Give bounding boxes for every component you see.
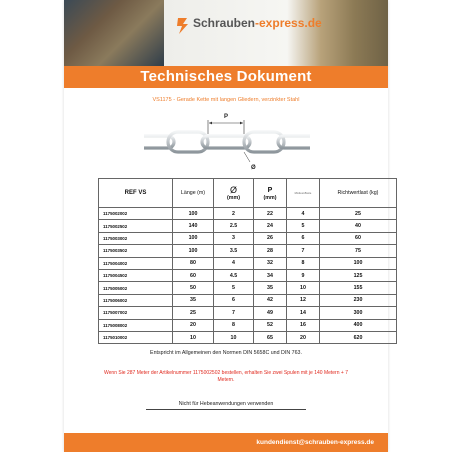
- cell-diameter: 2: [214, 208, 254, 220]
- table-row: [99, 307, 397, 319]
- table-row: [99, 294, 397, 306]
- cell-ref: 1175006002: [99, 294, 173, 306]
- arrow-right-icon: [240, 122, 243, 125]
- cell-pitch: 26: [254, 232, 287, 244]
- table-row: [99, 319, 397, 331]
- arrow-left-icon: [209, 122, 212, 125]
- pitch-label: P: [223, 114, 229, 120]
- cell-diameter: 10: [214, 331, 254, 343]
- cell-width: 4: [287, 208, 320, 220]
- logo-mark-icon: [176, 17, 190, 35]
- cell-pitch: 24: [254, 220, 287, 232]
- cell-width: 12: [287, 294, 320, 306]
- cell-load: 230: [320, 294, 397, 306]
- cell-pitch: 28: [254, 245, 287, 257]
- cell-pitch: 65: [254, 331, 287, 343]
- spec-table: [98, 178, 397, 344]
- table-row: [99, 245, 397, 257]
- cell-load: 400: [320, 319, 397, 331]
- table-row: [99, 208, 397, 220]
- cell-load: 75: [320, 245, 397, 257]
- diameter-leader: [244, 152, 250, 162]
- cell-width: 8: [287, 257, 320, 269]
- cell-diameter: 2.5: [214, 220, 254, 232]
- col-header-ref: REF VS: [99, 179, 173, 208]
- cell-load: 100: [320, 257, 397, 269]
- col-header-diameter: Ø (mm): [214, 179, 254, 208]
- cell-diameter: 8: [214, 319, 254, 331]
- document-page: [64, 0, 388, 452]
- cell-length: 100: [173, 208, 214, 220]
- cell-diameter: 4: [214, 257, 254, 269]
- cell-width: 9: [287, 269, 320, 281]
- col-header-length: Länge (m): [173, 179, 214, 208]
- cell-diameter: 4.5: [214, 269, 254, 281]
- cell-diameter: 3.5: [214, 245, 254, 257]
- company-logo: [176, 15, 322, 41]
- cell-length: 100: [173, 245, 214, 257]
- norm-note: Entspricht im Allgemeinen den Normen DIN 5658C und DIN 763.: [150, 350, 302, 356]
- cell-diameter: 7: [214, 307, 254, 319]
- cell-width: 5: [287, 220, 320, 232]
- cell-ref: 1175008002: [99, 319, 173, 331]
- warning-note: Nicht für Hebeanwendungen verwenden: [178, 401, 274, 407]
- cell-diameter: 6: [214, 294, 254, 306]
- cell-width: 16: [287, 319, 320, 331]
- cell-length: 50: [173, 282, 214, 294]
- chain-illustration: [144, 110, 310, 176]
- cell-length: 140: [173, 220, 214, 232]
- col-header-width: Mindest-Breite: [287, 179, 320, 208]
- cell-load: 620: [320, 331, 397, 343]
- cell-pitch: 34: [254, 269, 287, 281]
- cell-ref: 1175005002: [99, 282, 173, 294]
- col-header-load: Richtwertlast (kg): [320, 179, 397, 208]
- cell-ref: 1175002002: [99, 208, 173, 220]
- cell-width: 20: [287, 331, 320, 343]
- cell-ref: 1175010002: [99, 331, 173, 343]
- table-row: [99, 257, 397, 269]
- table-row: [99, 220, 397, 232]
- cell-width: 6: [287, 232, 320, 244]
- cell-width: 14: [287, 307, 320, 319]
- cell-length: 100: [173, 232, 214, 244]
- header-banner: [64, 0, 388, 66]
- order-note: Wenn Sie 287 Meter der Artikelnummer 1175002502 bestellen, erhalten Sie zwei Spulen mit je 140 Metern + 7 Metern.: [104, 370, 348, 383]
- product-subtitle: VS1175 - Gerade Kette mit langen Gliedern, verzinkter Stahl: [152, 97, 300, 103]
- footer-bar: [64, 433, 388, 452]
- tools-photo: [64, 0, 164, 66]
- cell-length: 35: [173, 294, 214, 306]
- cell-width: 10: [287, 282, 320, 294]
- cell-ref: 1175003502: [99, 245, 173, 257]
- cell-load: 155: [320, 282, 397, 294]
- cell-pitch: 49: [254, 307, 287, 319]
- cell-pitch: 35: [254, 282, 287, 294]
- logo-text: [193, 16, 322, 30]
- cell-width: 7: [287, 245, 320, 257]
- cell-ref: 1175002502: [99, 220, 173, 232]
- cell-ref: 1175004002: [99, 257, 173, 269]
- table-row: [99, 232, 397, 244]
- cell-pitch: 32: [254, 257, 287, 269]
- diameter-label: Ø: [251, 165, 256, 171]
- cell-length: 25: [173, 307, 214, 319]
- table-row: [99, 282, 397, 294]
- cell-pitch: 52: [254, 319, 287, 331]
- cell-ref: 1175003002: [99, 232, 173, 244]
- cell-load: 40: [320, 220, 397, 232]
- cell-pitch: 42: [254, 294, 287, 306]
- cell-load: 125: [320, 269, 397, 281]
- cell-length: 10: [173, 331, 214, 343]
- logo-text-main: Schrauben: [193, 16, 256, 30]
- cell-ref: 1175004502: [99, 269, 173, 281]
- table-row: [99, 331, 397, 343]
- warning-underline: [146, 409, 306, 410]
- cell-pitch: 22: [254, 208, 287, 220]
- logo-text-accent: -express.de: [255, 16, 322, 30]
- cell-diameter: 3: [214, 232, 254, 244]
- cell-diameter: 5: [214, 282, 254, 294]
- cell-ref: 1175007002: [99, 307, 173, 319]
- cell-length: 60: [173, 269, 214, 281]
- footer-email-link[interactable]: kundendienst@schrauben-express.de: [256, 439, 374, 446]
- table-header-row: [99, 179, 397, 208]
- table-row: [99, 269, 397, 281]
- document-title: Technisches Dokument: [64, 66, 388, 88]
- cell-length: 80: [173, 257, 214, 269]
- cell-load: 60: [320, 232, 397, 244]
- cell-load: 25: [320, 208, 397, 220]
- cell-length: 20: [173, 319, 214, 331]
- cell-load: 300: [320, 307, 397, 319]
- col-header-pitch: P (mm): [254, 179, 287, 208]
